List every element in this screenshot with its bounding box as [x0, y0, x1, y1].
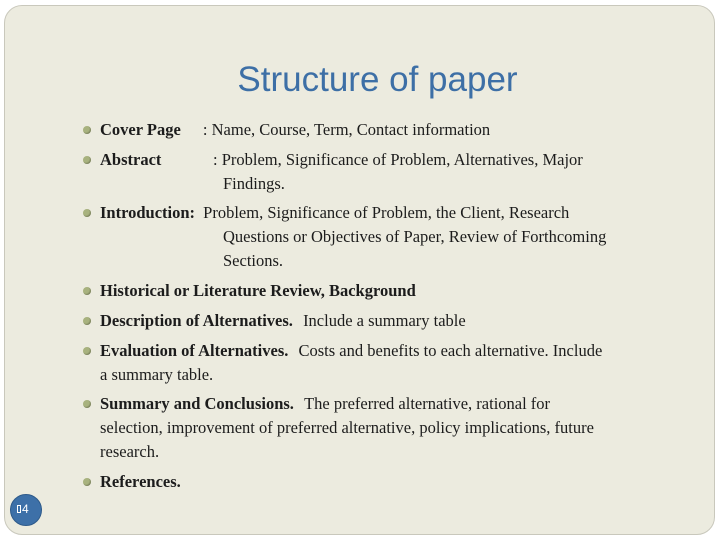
bullet-icon [83, 209, 91, 217]
bullet-icon [83, 400, 91, 408]
bullet-icon [83, 347, 91, 355]
item-label: Historical or Literature Review, Background [100, 281, 416, 300]
item-continuation: Sections. [223, 251, 284, 270]
list-item-description-of-alternatives [100, 309, 466, 333]
list-item-evaluation-of-alternatives [100, 339, 602, 363]
bullet-icon [83, 478, 91, 486]
bullet-icon [83, 156, 91, 164]
item-text: Problem, Significance of Problem, the Client, Research [203, 203, 570, 222]
item-continuation: a summary table. [100, 365, 214, 384]
item-continuation: research. [100, 442, 160, 461]
item-label: Cover Page [100, 120, 181, 139]
item-label: References. [100, 472, 181, 491]
item-continuation: selection, improvement of preferred alternative, policy implications, future [100, 418, 594, 437]
item-text: Costs and benefits to each alternative. Include [298, 341, 603, 360]
item-text: The preferred alternative, rational for [304, 394, 551, 413]
list-item-introduction [100, 201, 569, 225]
list-item-references [100, 470, 181, 494]
item-label: Description of Alternatives. [100, 311, 293, 330]
list-item-cover-page [100, 118, 490, 142]
page-number-glyph-icon [17, 505, 21, 513]
bullet-icon [83, 287, 91, 295]
item-text: : Name, Course, Term, Contact information [202, 120, 491, 139]
list-item-abstract [100, 148, 161, 172]
page-number: 4 [22, 502, 29, 516]
list-item-summary-and-conclusions [100, 392, 550, 416]
item-text: Include a summary table [303, 311, 466, 330]
bullet-icon [83, 317, 91, 325]
item-continuation: Questions or Objectives of Paper, Review of Forthcoming [223, 227, 607, 246]
bullet-icon [83, 126, 91, 134]
item-label: Evaluation of Alternatives. [100, 341, 289, 360]
item-text: : Problem, Significance of Problem, Alternatives, Major [213, 150, 583, 169]
item-continuation: Findings. [223, 174, 285, 193]
slide-title: Structure of paper [237, 60, 518, 99]
list-item-historical-review [100, 279, 416, 303]
item-label: Abstract [100, 150, 162, 169]
item-label: Introduction: [100, 203, 196, 222]
item-label: Summary and Conclusions. [100, 394, 294, 413]
